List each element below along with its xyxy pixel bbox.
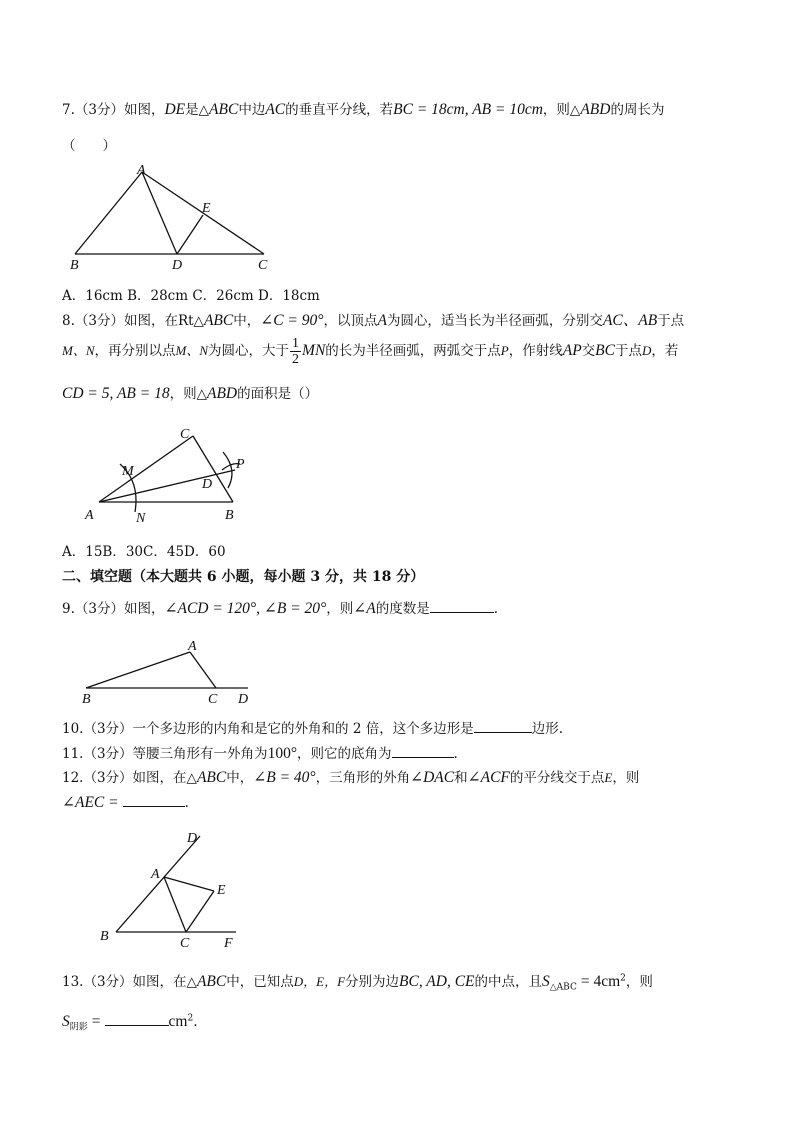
q10-answer-blank[interactable] (474, 720, 532, 733)
q9-stem: 9.（3分）如图，∠ACD = 120°, ∠B = 20°，则∠A的度数是 . (62, 600, 499, 617)
q12-label-E: E (217, 883, 226, 898)
q10-stem: 10.（3分）一个多边形的内角和是它的外角和的 2 倍，这个多边形是 边形. (62, 721, 564, 737)
q9-label-A: A (188, 639, 197, 654)
q8-options: A．15B．30C．45D．60 (62, 544, 226, 560)
q8-label-N: N (136, 511, 146, 526)
q7-options: A．16cm B．28cm C．26cm D．18cm (62, 288, 320, 304)
q12-stem-line2: ∠AEC = . (62, 794, 189, 811)
q8-label-B: B (225, 508, 234, 523)
q12-label-B: B (100, 929, 109, 944)
q12-label-D: D (187, 831, 198, 846)
q8-label-D: D (202, 477, 213, 492)
q9-label-B: B (82, 692, 91, 707)
q9-figure (78, 636, 268, 706)
q11-answer-blank[interactable] (392, 745, 454, 758)
q12-label-A: A (151, 867, 160, 882)
q12-label-C: C (180, 936, 190, 951)
q8-stem-line2: M、N，再分别以点M、N为圆心，大于 $\frac{1}{2}$ MN的长为半径画弧，两弧交于点P，作射线AP交BC于点D，若 (62, 336, 679, 367)
q12-stem-line1: 12.（3分）如图，在△ABC中，∠B = 40°，三角形的外角∠DAC和∠ACF的平分线交于点E，则 (62, 769, 640, 786)
q7-label-C: C (258, 258, 268, 273)
q7-label-E: E (202, 201, 211, 216)
q12-label-F: F (224, 936, 233, 951)
q8-figure (80, 422, 250, 527)
q13-answer-blank[interactable] (105, 1013, 169, 1026)
section-2-heading: 二、填空题（本大题共 6 小题，每小题 3 分，共 18 分） (62, 569, 425, 585)
q9-answer-blank[interactable] (430, 600, 494, 613)
q7-figure (62, 160, 282, 275)
q12-figure (96, 826, 246, 951)
q12-answer-blank[interactable] (123, 794, 185, 807)
q8-label-M: M (122, 464, 134, 479)
q8-label-P: P (236, 457, 245, 472)
q9-label-D: D (238, 692, 249, 707)
q8-stem-line3: CD = 5, AB = 18，则△ABD的面积是（） (62, 385, 319, 402)
q7-answer-paren: （ ） (62, 138, 116, 154)
q8-label-A: A (85, 508, 94, 523)
q7-label-B: B (70, 258, 79, 273)
q9-label-C: C (208, 692, 218, 707)
q13-stem-line1: 13.（3分）如图，在△ABC中，已知点D，E，F分别为边BC, AD, CE的中点，且$S_{\triangle ABC} = 4cm^2$，则 (62, 973, 653, 993)
q11-stem: 11.（3分）等腰三角形有一外角为100°，则它的底角为 . (62, 745, 458, 762)
q8-label-C: C (180, 427, 190, 442)
q7-label-D: D (172, 258, 183, 273)
q13-stem-line2: $S_{阴影} = cm^2$. (62, 1013, 198, 1033)
q8-fraction: $\frac{1}{2}$ (292, 336, 300, 367)
q8-stem-line1: 8.（3分）如图，在Rt△ABC中，∠C = 90°，以顶点A为圆心，适当长为半径画弧，分别交AC、AB于点 (62, 312, 685, 329)
q7-stem: 7.（3分）如图，DE是△ABC中边AC的垂直平分线，若BC = 18cm, AB = 10cm，则△ABD的周长为 (62, 101, 665, 118)
q7-label-A: A (137, 163, 146, 178)
